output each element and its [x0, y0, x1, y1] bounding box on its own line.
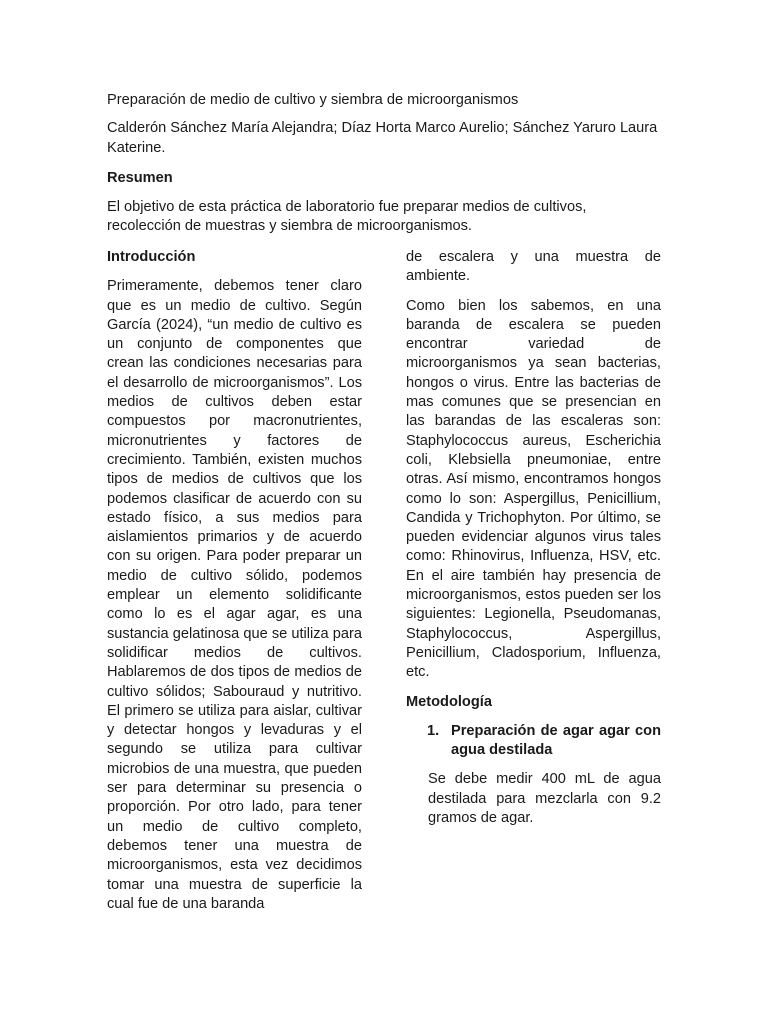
- metodologia-heading: Metodología: [406, 693, 492, 710]
- right-column: [406, 248, 661, 838]
- introduccion-paragraph-1: Primeramente, debemos tener claro que es un medio de cultivo. Según García (2024), “un medio de cultivo es un conjunto de componentes que crean las condiciones necesarias para el desarrollo de microorganismos”. Los medios de cultivos deben estar compuestos por macronutrientes, micronutrientes y factores de crecimiento. También, existen muchos tipos de medios de cultivos que los podemos clasificar de acuerdo con su estado físico, a sus medios para aislamientos primarios y de acuerdo con su origen. Para poder preparar un medio de cultivo sólido, podemos emplear un elemento solidificante como lo es el agar agar, es una sustancia gelatinosa que se utiliza para solidificar medios de cultivos. Hablaremos de dos tipos de medios de cultivo sólidos; Sabouraud y nutritivo. El primero se utiliza para aislar, cultivar y detectar hongos y levaduras y el segundo se utiliza para cultivar microbios de una muestra, que pueden ser para determinar su presencia o proporción. Por otro lado, para tener un medio de cultivo completo, debemos tener una muestra de microorganismos, esta vez decidimos tomar una muestra de superficie la cual fue de una baranda: [107, 278, 362, 912]
- metodologia-step-1: [427, 722, 661, 761]
- step-number: 1.: [427, 722, 440, 739]
- document-header: [107, 91, 662, 237]
- step-1-text: Se debe medir 400 mL de agua destilada para mezclarla con 9.2 gramos de agar.: [428, 771, 661, 827]
- step-title: Preparación de agar agar con agua destilada: [451, 722, 661, 759]
- resumen-heading: Resumen: [107, 169, 173, 186]
- two-column-body: [107, 248, 662, 928]
- introduccion-heading: Introducción: [107, 249, 196, 265]
- document-title: Preparación de medio de cultivo y siembra de microorganismos: [107, 92, 519, 108]
- introduccion-paragraph-1-continued: de escalera y una muestra de ambiente.: [406, 249, 661, 285]
- left-column: [107, 248, 362, 924]
- document-authors: Calderón Sánchez María Alejandra; Díaz Horta Marco Aurelio; Sánchez Yaruro Laura Katerine.: [107, 120, 658, 156]
- resumen-text: El objetivo de esta práctica de laboratorio fue preparar medios de cultivos, recolección de muestras y siembra de microorganismos.: [107, 199, 587, 235]
- introduccion-paragraph-2: Como bien los sabemos, en una baranda de escalera se pueden encontrar variedad de microorganismos ya sean bacterias, hongos o virus. Entre las bacterias de mas comunes que se presencian en las barandas de las escaleras son: Staphylococcus aureus, Escherichia coli, Klebsiella pneumoniae, entre otras. Así mismo, encontramos hongos como lo son: Aspergillus, Penicillium, Candida y Trichophyton. Por último, se pueden evidenciar algunos virus tales como: Rhinovirus, Influenza, HSV, etc. En el aire también hay presencia de microorganismos, estos pueden ser los siguientes: Legionella, Pseudomanas, Staphylococcus, Aspergillus, Penicillium, Cladosporium, Influenza, etc.: [406, 297, 661, 681]
